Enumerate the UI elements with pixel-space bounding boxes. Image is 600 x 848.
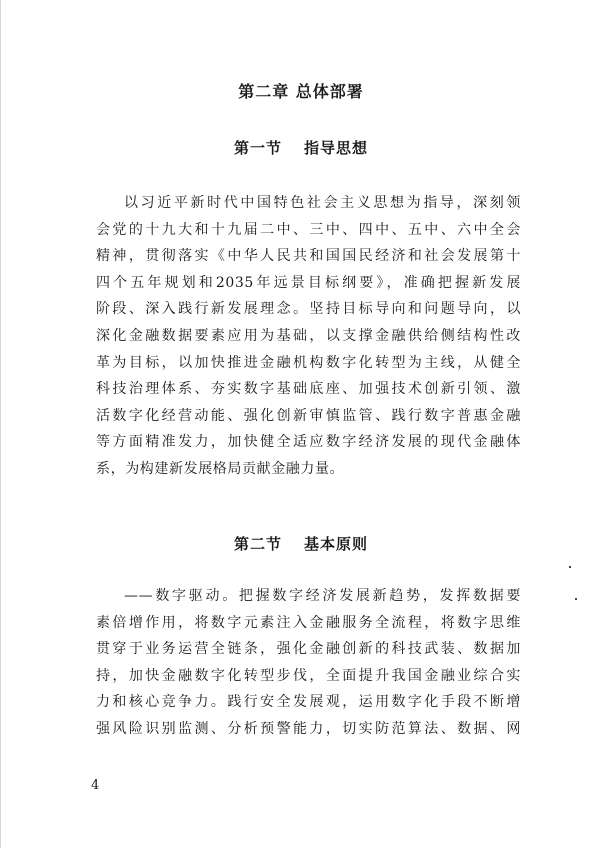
scan-speck xyxy=(575,598,577,600)
section-number: 第二节 xyxy=(233,535,282,553)
section-title-guiding-ideology xyxy=(1,137,600,158)
section-title-basic-principles xyxy=(1,533,600,554)
text-line: 精神，贯彻落实《中华人民共和国国民经济和社会发展第十 xyxy=(96,248,521,265)
chapter-title: 第二章 总体部署 xyxy=(238,82,364,101)
text-line: 活数字化经营动能、强化创新审慎监管、践行数字普惠金融 xyxy=(96,407,521,424)
text-line: 持，加快金融数字化转型步伐，全面提升我国金融业综合实 xyxy=(96,667,521,684)
text-line: 会党的十九大和十九届二中、三中、四中、五中、六中全会 xyxy=(96,221,521,238)
section-heading: 指导思想 xyxy=(304,139,369,157)
text-line: 贯穿于业务运营全链条，强化金融创新的科技武装、数据加 xyxy=(96,641,521,658)
page-number: 4 xyxy=(91,778,100,793)
text-line: 以习近平新时代中国特色社会主义思想为指导，深刻领 xyxy=(124,195,521,211)
text-line: 阶段、深入践行新发展理念。坚持目标导向和问题导向，以 xyxy=(96,301,521,318)
text-line: ——数字驱动。把握数字经济发展新趋势，发挥数据要 xyxy=(124,588,521,604)
text-line: 革为目标，以加快推进金融机构数字化转型为主线，从健全 xyxy=(96,354,521,371)
paragraph-basic-principles xyxy=(96,583,521,743)
text-line: 等方面精准发力，加快健全适应数字经济发展的现代金融体 xyxy=(96,434,521,451)
section-number: 第一节 xyxy=(233,139,282,157)
text-line: 四个五年规划和2035年远景目标纲要》，准确把握新发展 xyxy=(96,274,521,291)
scan-speck xyxy=(569,566,571,568)
text-line: 系，为构建新发展格局贡献金融力量。 xyxy=(96,460,345,477)
paragraph-guiding-ideology xyxy=(96,190,521,483)
text-line: 科技治理体系、夯实数字基础底座、加强技术创新引领、激 xyxy=(96,381,521,398)
text-line: 素倍增作用，将数字元素注入金融服务全流程，将数字思维 xyxy=(96,614,521,631)
section-heading: 基本原则 xyxy=(304,535,369,553)
text-line: 力和核心竞争力。践行安全发展观，运用数字化手段不断增 xyxy=(96,694,521,711)
text-line: 强风险识别监测、分析预警能力，切实防范算法、数据、网 xyxy=(96,720,521,737)
text-line: 深化金融数据要素应用为基础，以支撑金融供给侧结构性改 xyxy=(96,327,521,344)
